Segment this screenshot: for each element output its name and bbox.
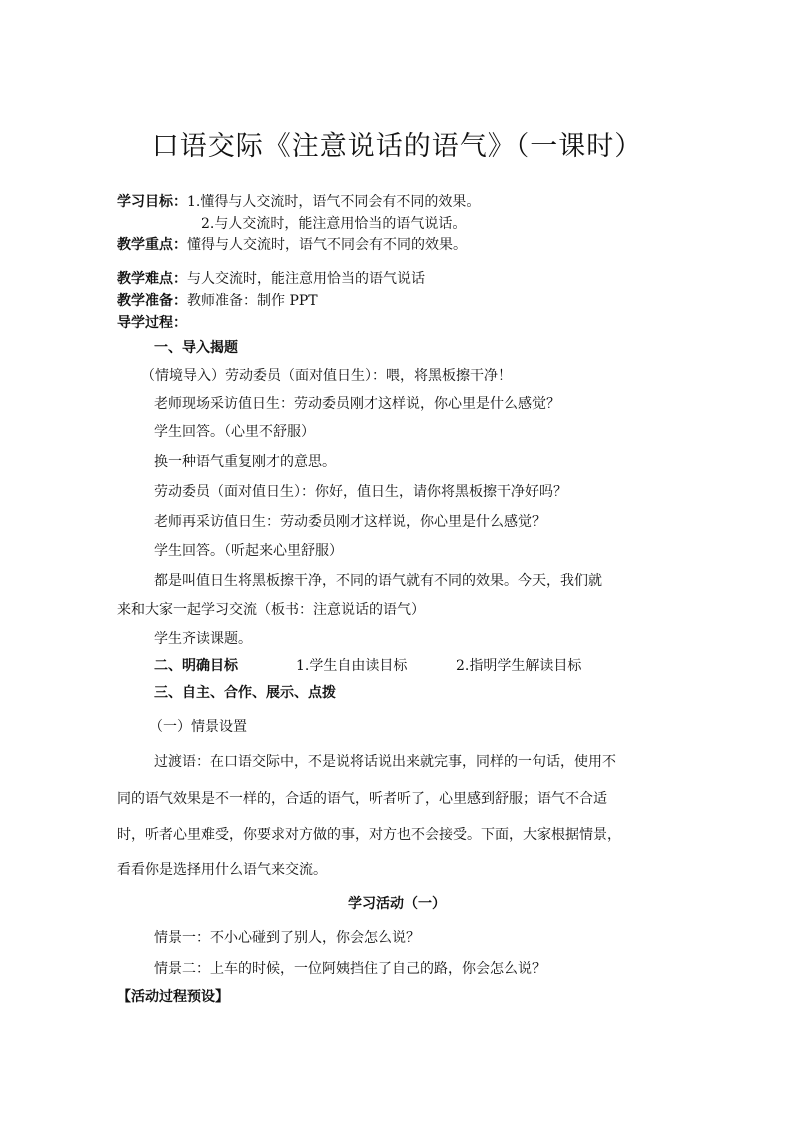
teaching-key-text: 懂得与人交流时，语气不同会有不同的效果。 bbox=[187, 237, 467, 253]
section-1-paragraph: 老师再采访值日生：劳动委员刚才这样说，你心里是什么感觉？ bbox=[154, 514, 546, 530]
teaching-key-label: 教学重点： bbox=[117, 237, 187, 253]
teaching-prep-row bbox=[117, 290, 318, 310]
transition-paragraph-line: 同的语气效果是不一样的，合适的语气，听者听了，心里感到舒服；语气不合适 bbox=[117, 791, 607, 807]
page-title: 口语交际《注意说话的语气》（一课时） bbox=[151, 131, 643, 162]
activity-heading: 学习活动（一） bbox=[348, 896, 446, 912]
learning-goals-label: 学习目标： bbox=[117, 194, 187, 210]
section-2-item-2: 2.指明学生解读目标 bbox=[456, 658, 582, 674]
section-2-heading: 二、明确目标 bbox=[154, 658, 238, 674]
section-1-paragraph: （情境导入）劳动委员（面对值日生）：喂，将黑板擦干净！ bbox=[141, 368, 512, 384]
teaching-difficulty-text: 与人交流时，能注意用恰当的语气说话 bbox=[187, 271, 425, 287]
section-1-paragraph: 劳动委员（面对值日生）：你好，值日生，请你将黑板擦干净好吗？ bbox=[154, 484, 567, 500]
section-3-heading: 三、自主、合作、展示、点拨 bbox=[154, 685, 336, 701]
section-1-paragraph: 学生齐读课题。 bbox=[154, 631, 252, 647]
teaching-key-row bbox=[117, 234, 467, 254]
learning-goals-row bbox=[117, 191, 480, 211]
scene-2: 情景二：上车的时候，一位阿姨挡住了自己的路，你会怎么说？ bbox=[154, 961, 546, 977]
section-1-paragraph: 学生回答。（听起来心里舒服） bbox=[154, 543, 343, 559]
activity-preset-heading: 【活动过程预设】 bbox=[117, 989, 229, 1005]
learning-goal-2: 2.与人交流时，能注意用恰当的语气说话。 bbox=[201, 216, 467, 232]
section-2-item-1: 1.学生自由读目标 bbox=[296, 658, 408, 674]
section-3-subheading: （一）情景设置 bbox=[149, 719, 247, 735]
section-1-paragraph: 老师现场采访值日生：劳动委员刚才这样说，你心里是什么感觉？ bbox=[154, 396, 560, 412]
teaching-difficulty-label: 教学难点： bbox=[117, 271, 187, 287]
process-label: 导学过程： bbox=[117, 315, 187, 331]
scene-1: 情景一：不小心碰到了别人，你会怎么说？ bbox=[154, 930, 420, 946]
transition-paragraph-line: 时，听者心里难受，你要求对方做的事，对方也不会接受。下面，大家根据情景， bbox=[117, 827, 621, 843]
section-1-paragraph: 来和大家一起学习交流（板书：注意说话的语气） bbox=[117, 602, 425, 618]
section-2-row bbox=[154, 655, 238, 675]
section-1-paragraph: 换一种语气重复刚才的意思。 bbox=[154, 454, 336, 470]
learning-goal-1: 1.懂得与人交流时，语气不同会有不同的效果。 bbox=[187, 194, 481, 210]
section-1-heading: 一、导入揭题 bbox=[154, 340, 238, 356]
teaching-prep-text: 教师准备：制作 PPT bbox=[187, 293, 318, 309]
transition-paragraph-line: 看看你是选择用什么语气来交流。 bbox=[117, 862, 327, 878]
transition-paragraph-line: 过渡语：在口语交际中，不是说将话说出来就完事，同样的一句话，使用不 bbox=[154, 754, 616, 770]
teaching-difficulty-row bbox=[117, 268, 425, 288]
section-1-paragraph: 都是叫值日生将黑板擦干净，不同的语气就有不同的效果。今天，我们就 bbox=[154, 573, 602, 589]
section-1-paragraph: 学生回答。（心里不舒服） bbox=[154, 424, 315, 440]
teaching-prep-label: 教学准备： bbox=[117, 293, 187, 309]
